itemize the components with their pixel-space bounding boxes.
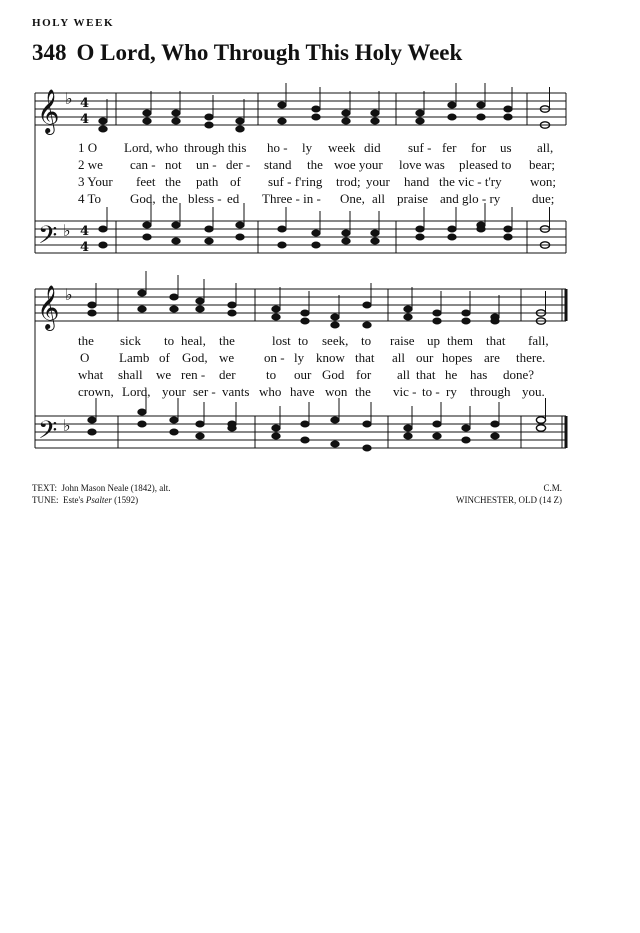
flat-icon: ♭: [65, 285, 73, 304]
syllable: bear;: [529, 157, 555, 172]
syllable: vants: [222, 384, 250, 399]
meter: C.M.: [543, 483, 562, 493]
syllable: have: [290, 384, 315, 399]
syllable: praise: [397, 191, 429, 206]
tune-credit-value: Este's: [63, 495, 86, 505]
syllable: ly: [294, 350, 305, 365]
syllable: bless -: [188, 191, 222, 206]
hymn-title-text: O Lord, Who Through This Holy Week: [76, 40, 463, 65]
syllable: what: [78, 367, 104, 382]
syllable: O: [80, 350, 90, 365]
time-signature: 4: [80, 240, 90, 255]
credits-left: [32, 482, 171, 506]
syllable: ly: [302, 140, 313, 155]
syllable: has: [470, 367, 488, 382]
notes-bass-1: [99, 203, 550, 248]
verse-3-line-2: [0, 367, 640, 383]
tune-credit-source: Psalter: [85, 495, 112, 505]
treble-staff-2: [35, 289, 566, 321]
treble-staff-1: [35, 93, 566, 125]
tune-name: WINCHESTER, OLD (14 Z): [456, 495, 562, 505]
syllable: that: [355, 350, 375, 365]
credits-right: [456, 482, 562, 506]
syllable: seek,: [322, 333, 349, 348]
syllable: for: [356, 367, 372, 382]
syllable: that: [416, 367, 436, 382]
syllable: vic -: [393, 384, 417, 399]
bass-staff-1: [35, 221, 566, 253]
syllable: for: [471, 140, 487, 155]
syllable: ed: [227, 191, 240, 206]
syllable: der -: [226, 157, 251, 172]
syllable: of: [159, 350, 170, 365]
syllable: ser -: [193, 384, 216, 399]
bass-staff-2: [35, 416, 566, 448]
syllable: through: [470, 384, 511, 399]
syllable: Three - in -: [262, 191, 321, 206]
syllable: can -: [130, 157, 156, 172]
syllable: your: [162, 384, 186, 399]
syllable: 1 O: [78, 140, 98, 155]
syllable: Lord, who: [124, 140, 179, 155]
syllable: the: [165, 174, 181, 189]
syllable: the: [355, 384, 371, 399]
syllable: 3 Your: [78, 174, 113, 189]
verse-2-line-2: [0, 350, 640, 366]
tune-credit-year: (1592): [111, 495, 139, 505]
syllable: the: [162, 191, 178, 206]
syllable: them: [447, 333, 473, 348]
syllable: crown,: [78, 384, 114, 399]
bass-clef-icon: 𝄢: [38, 416, 58, 451]
treble-clef-icon: 𝄞: [37, 285, 60, 329]
syllable: the: [78, 333, 94, 348]
syllable: he: [445, 367, 458, 382]
syllable: the: [219, 333, 235, 348]
text-credit-label: TEXT:: [32, 483, 58, 493]
syllable: and glo - ry: [440, 191, 501, 206]
verse-4-line-2: [0, 384, 640, 400]
text-credit-value: John Mason Neale (1842), alt.: [61, 483, 171, 493]
syllable: you.: [522, 384, 545, 399]
syllable: feet: [136, 174, 156, 189]
syllable: stand: [264, 157, 292, 172]
syllable: to: [361, 333, 372, 348]
syllable: not: [165, 157, 182, 172]
syllable: your: [366, 174, 390, 189]
syllable: hopes: [442, 350, 473, 365]
syllable: One,: [340, 191, 365, 206]
syllable: fer: [442, 140, 457, 155]
hymn-number: 348: [32, 40, 67, 65]
syllable: God,: [130, 191, 156, 206]
syllable: due;: [532, 191, 555, 206]
syllable: to: [164, 333, 175, 348]
syllable: Lord,: [122, 384, 151, 399]
syllable: through this: [184, 140, 247, 155]
syllable: God,: [182, 350, 208, 365]
verse-1-line-2: [0, 333, 640, 349]
syllable: won: [325, 384, 348, 399]
syllable: woe your: [334, 157, 383, 172]
syllable: that: [486, 333, 506, 348]
syllable: who: [259, 384, 282, 399]
syllable: all,: [537, 140, 554, 155]
syllable: to -: [422, 384, 440, 399]
time-signature: 4: [80, 96, 90, 111]
syllable: all: [397, 367, 410, 382]
syllable: ren -: [181, 367, 206, 382]
flat-icon: ♭: [63, 416, 71, 435]
syllable: know: [316, 350, 345, 365]
syllable: pleased to: [459, 157, 512, 172]
syllable: to: [298, 333, 309, 348]
flat-icon: ♭: [63, 221, 71, 240]
syllable: der: [219, 367, 236, 382]
syllable: our: [294, 367, 312, 382]
verse-3-line-1: [0, 174, 640, 190]
syllable: we: [156, 367, 172, 382]
notes-treble-2: [88, 271, 546, 328]
text-credit: [32, 482, 171, 494]
syllable: week: [328, 140, 356, 155]
syllable: suf -: [408, 140, 432, 155]
syllable: are: [484, 350, 500, 365]
time-signature: 4: [80, 224, 90, 239]
treble-clef-icon: 𝄞: [37, 89, 60, 133]
syllable: lost: [272, 333, 291, 348]
syllable: all: [392, 350, 405, 365]
syllable: up: [427, 333, 440, 348]
syllable: on -: [264, 350, 285, 365]
syllable: path: [196, 174, 219, 189]
syllable: Lamb: [119, 350, 150, 365]
syllable: un -: [196, 157, 217, 172]
bass-clef-icon: 𝄢: [38, 221, 58, 256]
verse-1-line-1: [0, 140, 640, 156]
section-label: HOLY WEEK: [32, 17, 115, 29]
time-signature: 4: [80, 112, 90, 127]
syllable: our: [416, 350, 434, 365]
syllable: we: [219, 350, 235, 365]
syllable: hand: [404, 174, 430, 189]
syllable: to: [266, 367, 277, 382]
syllable: there.: [516, 350, 546, 365]
syllable: won;: [530, 174, 556, 189]
syllable: all: [372, 191, 385, 206]
syllable: 2 we: [78, 157, 103, 172]
syllable: love was: [399, 157, 445, 172]
syllable: ry: [446, 384, 457, 399]
verse-2-line-1: [0, 157, 640, 173]
syllable: of: [230, 174, 241, 189]
syllable: us: [500, 140, 512, 155]
syllable: shall: [118, 367, 143, 382]
syllable: done?: [503, 367, 535, 382]
syllable: did: [364, 140, 381, 155]
syllable: the: [307, 157, 323, 172]
syllable: heal,: [181, 333, 206, 348]
syllable: suf - f'ring: [268, 174, 323, 189]
syllable: raise: [390, 333, 415, 348]
verse-4-line-1: [0, 191, 640, 207]
syllable: God: [322, 367, 345, 382]
syllable: ho -: [267, 140, 288, 155]
syllable: the vic - t'ry: [439, 174, 502, 189]
flat-icon: ♭: [65, 89, 73, 108]
syllable: trod;: [336, 174, 361, 189]
tune-credit: [32, 494, 171, 506]
syllable: fall,: [528, 333, 549, 348]
syllable: sick: [120, 333, 141, 348]
syllable: 4 To: [78, 191, 102, 206]
tune-credit-label: TUNE:: [32, 495, 59, 505]
